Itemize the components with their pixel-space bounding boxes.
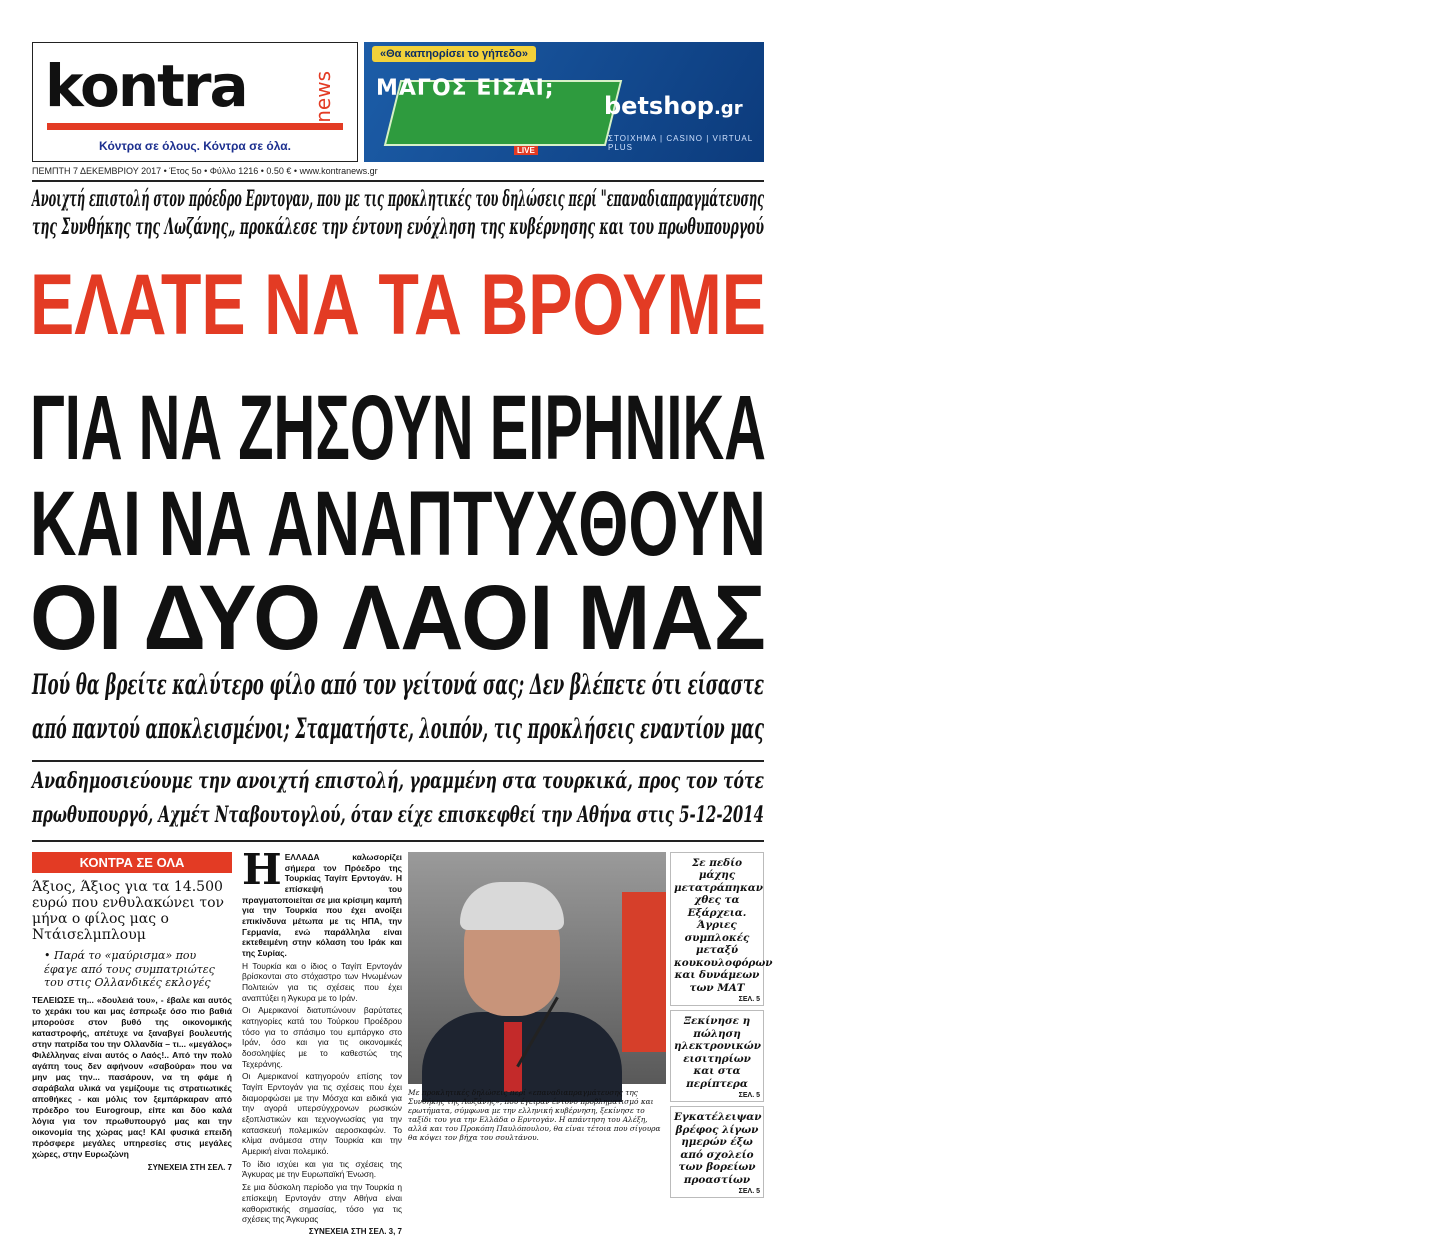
news-brief-title: Εγκατέλειψαν βρέφος λίγων ημερών έξω από σχολείο των βορείων προαστίων xyxy=(674,1111,762,1186)
column-title[interactable]: Άξιος, Άξιος για τα 14.500 ευρώ που ενθυλακώνει τον μήνα ο φίλος μας ο Ντάισελμπλουμ xyxy=(32,879,225,944)
article-paragraph: Η Τουρκία και ο ίδιος ο Ταγίπ Ερντογάν βρίσκονται στο στόχαστρο των Ηνωμένων Πολιτειών για τις σχέσεις που έχει αναπτύξει η Άγκυρα με το Ιράν. xyxy=(242,960,402,1003)
kicker-text-1: Ανοιχτή επιστολή στον πρόεδρο Ερντογαν, που με τις προκλητικές του δηλώσεις περί "επαναδιαπραγμάτευσης xyxy=(32,186,764,212)
main-headline-line-2 xyxy=(30,473,1082,575)
column-header: ΚΟΝΤΡΑ ΣΕ ΟΛΑ xyxy=(32,852,232,873)
note-line-1 xyxy=(32,768,1060,794)
logo-suffix: news xyxy=(311,71,335,123)
slogan: Κόντρα σε όλους. Κόντρα σε όλα. xyxy=(99,139,291,153)
continued-link[interactable]: ΣΥΝΕΧΕΙΑ ΣΤΗ ΣΕΛ. 7 xyxy=(147,1162,232,1172)
erdogan-photo xyxy=(408,852,666,1084)
divider xyxy=(32,180,764,182)
article-paragraph: Σε μια δύσκολη περίοδο για την Τουρκία η επίσκεψη Ερντογάν στην Αθήνα είναι καθοριστικής σημασίας, τόσο για τις σχέσεις της Άγκυρας xyxy=(242,1182,402,1225)
news-brief-page: ΣΕΛ. 5 xyxy=(738,996,760,1004)
subhead-line-2 xyxy=(32,712,1313,745)
news-brief-title: Σε πεδίο μάχης μετατράπηκαν χθες τα Εξάρχεια. Άγριες συμπλοκές μεταξύ κουκουλοφόρων και δυνάμεων των ΜΑΤ xyxy=(674,857,773,994)
news-brief[interactable] xyxy=(670,852,773,1006)
ad-tagline: «Θα καπηορίσει το γήπεδο» xyxy=(372,46,536,62)
article-body xyxy=(242,845,402,1225)
kontra-se-ola-column xyxy=(32,852,232,1172)
headline-red-text: ΕΛΑΤΕ ΝΑ ΤΑ ΒΡΟΥΜΕ xyxy=(30,257,766,353)
photo-caption: Με προκλητικές δηλώσεις περί «επαναδιαπραγμάτευσης της Συνθήκης της Λωζάνης», που έγειραν έντονο προβληματισμό και ερωτήματα, σύμφωνα με την ελληνική κυβέρνηση, ξεκίνησε το ταξίδι του για την Ελλάδα ο Ερντογάν. Η απάντηση του Αλέξη, αλλά και του Προκόπη Παυλόπουλου, θα είναι τέτοια που σίγουρα θα κόψει τον βήχα του σουλτάνου. xyxy=(408,1088,661,1143)
headline-text-3: ΟΙ ΔΥΟ ΛΑΟΙ ΜΑΣ xyxy=(30,567,766,669)
photo-flag-background xyxy=(622,892,666,1052)
ad-brand xyxy=(604,92,743,120)
article-lead xyxy=(242,845,402,959)
note-text-2: πρωθυπουργό, Αχμέτ Νταβουτογλού, όταν είχε επισκεφθεί την Αθήνα στις 5-12-2014 xyxy=(32,802,764,828)
dateline: ΠΕΜΠΤΗ 7 ΔΕΚΕΜΒΡΙΟΥ 2017 • Έτος 5ο • Φύλλο 1216 • 0.50 € • www.kontranews.gr xyxy=(32,166,378,176)
main-headline-red xyxy=(30,257,984,353)
article-paragraph: Το ίδιο ισχύει και για τις σχέσεις της Άγκυρας με την Ευρωπαϊκή Ένωση. xyxy=(242,1158,402,1180)
main-headline-line-1 xyxy=(30,377,1201,479)
article-paragraph: Οι Αμερικανοί διατυπώνουν βαρύτατες κατηγορίες κατά του Τούρκου Προέδρου τόσο για το σπάσιμο του εμπάργκο στο Ιράν, όσο και για τις οικονομικές δοσοληψίες με το καθεστώς της Τεχεράνης. xyxy=(242,1005,402,1069)
ad-services: ΣΤΟΙΧΗΜΑ | CASINO | VIRTUAL PLUS xyxy=(608,134,753,152)
article-lead-text: ΕΛΛΑΔΑ καλωσορίζει σήμερα τον Πρόεδρο της Τουρκίας Ταγίπ Ερντογάν. Η επίσκεψή του πραγματοποιείται σε μια κρίσιμη καμπή για την Τουρκία που έχει ανοίξει επικίνδυνα μέτωπα με τις ΗΠΑ, την Γερμανία, ενώ παράλληλα είναι εκτεθειμένη στην κόλαση του Ιράκ και της Συρίας. xyxy=(242,852,402,959)
kicker-line-2 xyxy=(32,214,1325,240)
news-brief-title: Ξεκίνησε η πώληση ηλεκτρονικών εισιτηρίων και στα περίπτερα xyxy=(674,1015,761,1090)
subhead-text-2: από παντού αποκλεισμένοι; Σταματήστε, λοιπόν, τις προκλήσεις εναντίον μας xyxy=(32,712,764,745)
note-text-1: Αναδημοσιεύουμε την ανοιχτή επιστολή, γραμμένη στα τουρκικά, προς τον τότε xyxy=(32,768,764,794)
photo-tie xyxy=(504,1022,522,1092)
continued-link[interactable]: ΣΥΝΕΧΕΙΑ ΣΤΗ ΣΕΛ. 3, 7 xyxy=(308,1226,402,1236)
news-brief[interactable] xyxy=(670,1010,764,1102)
divider xyxy=(32,760,764,762)
subhead-text-1: Πού θα βρείτε καλύτερο φίλο από τον γείτονά σας; Δεν βλέπετε ότι είσαστε xyxy=(32,668,764,701)
photo-hair xyxy=(460,882,564,930)
headline-text-2: ΚΑΙ ΝΑ ΑΝΑΠΤΥΧΘΟΥΝ xyxy=(30,473,766,575)
kicker-text-2: της Συνθήκης της Λωζάνης„ προκάλεσε την έντονη ενόχληση της κυβέρνησης και του πρωθυπουργού xyxy=(32,214,764,240)
headline-text-1: ΓΙΑ ΝΑ ΖΗΣΟΥΝ ΕΙΡΗΝΙΚΑ xyxy=(30,377,766,479)
news-brief-page: ΣΕΛ. 5 xyxy=(738,1092,760,1100)
column-body: ΤΕΛΕΙΩΣΕ τη... «δουλειά του», - έβαλε και αυτός το χεράκι του και μας έσπρωξε όσο πιο βαθιά μπορούσε στον βυθό της οικονομικής καταστροφής, απέτυχε να ξαναβγεί βουλευτής στην πατρίδα του την Ολλανδία – τι... «μεγάλος» Φιλέλληνας είναι αυτός ο Λαός!.. Από την πολύ αγάπη τους δεν αφήνουν «σαβούρα» που να μην μας την... πασάρουν, να τη φάμε ή σαράβαλα υλικά να γεμίζουμε τις στρατιωτικές αποθήκες - και μόλις τον ξεμπάρκαραν από πρόεδρο του Eurogroup, είπε και δύο καλά λόγια για τον πρωθυπουργό μας και την οικονομία της χώρας μας! ΚΑΙ φυσικά επειδή πρόσφερε μεγάλες υπηρεσίες στις μεγάλες χώρες, στην Ευρωζώνη xyxy=(32,994,232,1159)
ad-brand-suffix: .gr xyxy=(713,98,743,119)
note-line-2 xyxy=(32,802,1114,828)
article-paragraph: Οι Αμερικανοί κατηγορούν επίσης τον Ταγίπ Ερντογάν για τις σχέσεις που έχει διαμορφώσει με την Μόσχα και ειδικά για την αγορά υπερσύγχρονων ρωσικών εξοπλιστικών και τεχνογνωσίας για την κατασκευή πολεμικών αεροσκαφών. Το κλίμα ανάμεσα στην Τουρκία και την Αμερική είναι πολεμικό. xyxy=(242,1071,402,1157)
logo-underline xyxy=(47,123,343,130)
ad-brand-name: betshop xyxy=(604,92,714,120)
ad-headline: ΜΑΓΟΣ ΕΙΣΑΙ; xyxy=(376,76,555,101)
column-quote: • Παρά το «μαύρισμα» που έφαγε από τους συμπατριώτες του στις Ολλανδικές εκλογές xyxy=(44,949,215,989)
subhead-line-1 xyxy=(32,668,1271,701)
advertisement[interactable] xyxy=(364,42,764,162)
news-briefs-column xyxy=(670,852,773,1196)
logo: kontra xyxy=(45,52,247,120)
news-brief-page: ΣΕΛ. 5 xyxy=(738,1188,760,1196)
news-brief[interactable] xyxy=(670,1106,764,1198)
ad-live-badge: LIVE xyxy=(514,146,538,155)
kicker-line-1 xyxy=(32,186,1451,212)
divider xyxy=(32,840,764,842)
masthead xyxy=(32,42,358,162)
dropcap: Η xyxy=(242,845,282,894)
main-headline-line-3 xyxy=(30,567,805,669)
main-article xyxy=(242,845,402,1236)
